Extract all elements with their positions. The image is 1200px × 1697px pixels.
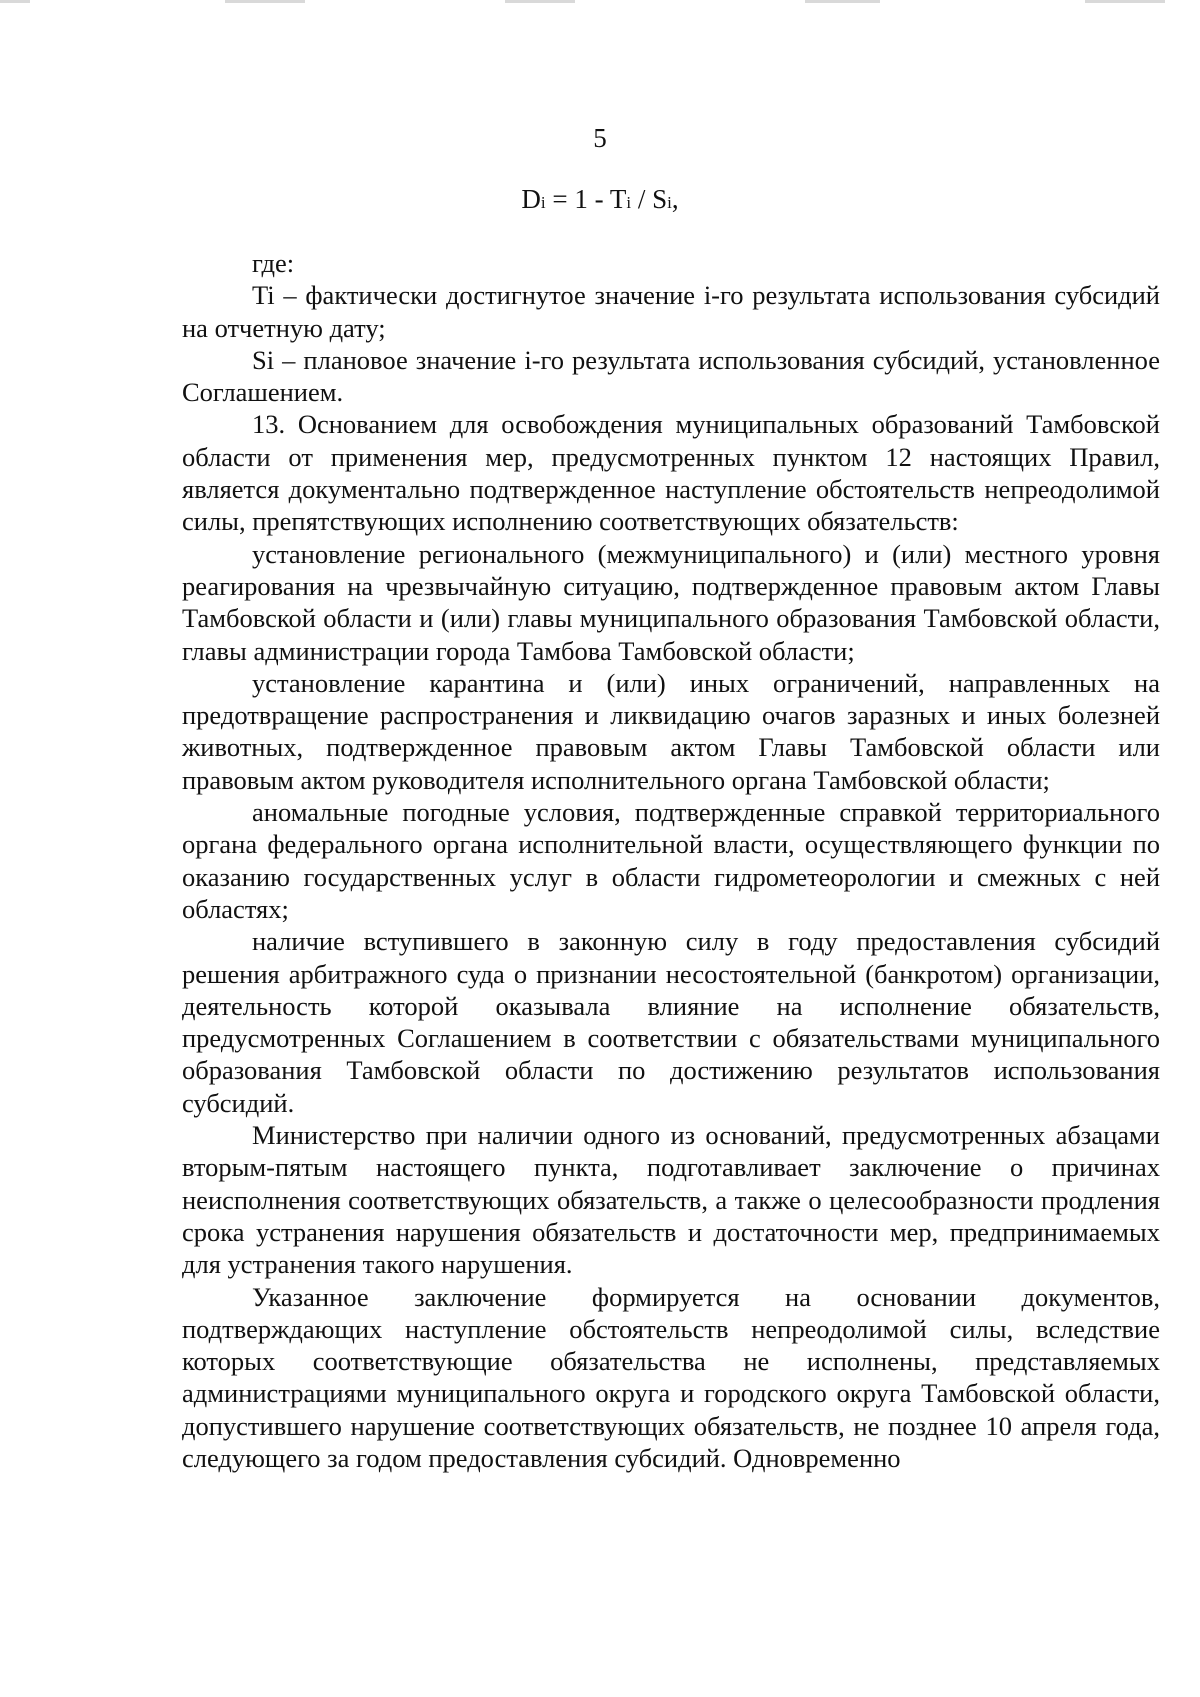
- paragraph: наличие вступившего в законную силу в году предоставления субсидий решения арбитражного суда о признании несостоятельной (банкротом) организации, деятельность которой оказывала влияние на исполнение обязательств, предусмотренных Соглашением в соответствии с обязательствами муниципального образования Тамбовской области по достижению результатов использования субсидий.: [182, 926, 1160, 1118]
- paragraph: установление регионального (межмуниципального) и (или) местного уровня реагирования на чрезвычайную ситуацию, подтвержденное правовым актом Главы Тамбовской области и (или) главы муниципального образования Тамбовской области, главы администрации города Тамбова Тамбовской области;: [182, 538, 1160, 666]
- body-text: [182, 247, 1160, 1474]
- scan-artifact: [0, 0, 30, 3]
- scan-artifact: [1085, 0, 1165, 3]
- formula-part: / S: [631, 184, 668, 214]
- paragraph: Указанное заключение формируется на основании документов, подтверждающих наступление обстоятельств непреодолимой силы, вследствие которых соответствующие обязательства не исполнены, представляемых администрациями муниципального округа и городского округа Тамбовской области, допустившего нарушение соответствующих обязательств, не позднее 10 апреля года, следующего за годом предоставления субсидий. Одновременно: [182, 1281, 1160, 1473]
- formula-part: ,: [671, 184, 679, 214]
- formula: [0, 183, 1200, 219]
- scan-artifact: [505, 0, 575, 3]
- formula-lhs: D: [521, 184, 541, 214]
- scan-artifact: [225, 0, 305, 3]
- formula-t-subscript: i: [626, 193, 632, 212]
- formula-part: = 1 - T: [545, 184, 627, 214]
- paragraph: где:: [252, 248, 295, 278]
- paragraph: аномальные погодные условия, подтвержденные справкой территориального органа федерального органа исполнительной власти, осуществляющего функции по оказанию государственных услуг в области гидрометеорологии и смежных с ней областях;: [182, 797, 1160, 924]
- page-number: 5: [593, 123, 607, 153]
- paragraph: установление карантина и (или) иных ограничений, направленных на предотвращение распространения и ликвидацию очагов заразных и иных болезней животных, подтвержденное правовым актом Главы Тамбовской области или правовым актом руководителя исполнительного органа Тамбовской области;: [182, 667, 1160, 795]
- formula-s-subscript: i: [667, 193, 672, 212]
- paragraph: 13. Основанием для освобождения муниципальных образований Тамбовской области от применения мер, предусмотренных пунктом 12 настоящих Правил, является документально подтвержденное наступление обстоятельств непреодолимой силы, препятствующих исполнению соответствующих обязательств:: [182, 409, 1160, 537]
- formula-lhs-subscript: i: [540, 193, 546, 212]
- scan-artifact: [805, 0, 880, 3]
- paragraph: Министерство при наличии одного из оснований, предусмотренных абзацами вторым-пятым настоящего пункта, подготавливает заключение о причинах неисполнения соответствующих обязательств, а также о целесообразности продления срока устранения нарушения обязательств и достаточности мер, предпринимаемых для устранения такого нарушения.: [182, 1120, 1160, 1280]
- paragraph: Si – плановое значение i-го результата использования субсидий, установленное Соглашением.: [182, 344, 1160, 408]
- paragraph: Ti – фактически достигнутое значение i-го результата использования субсидий на отчетную дату;: [182, 280, 1160, 343]
